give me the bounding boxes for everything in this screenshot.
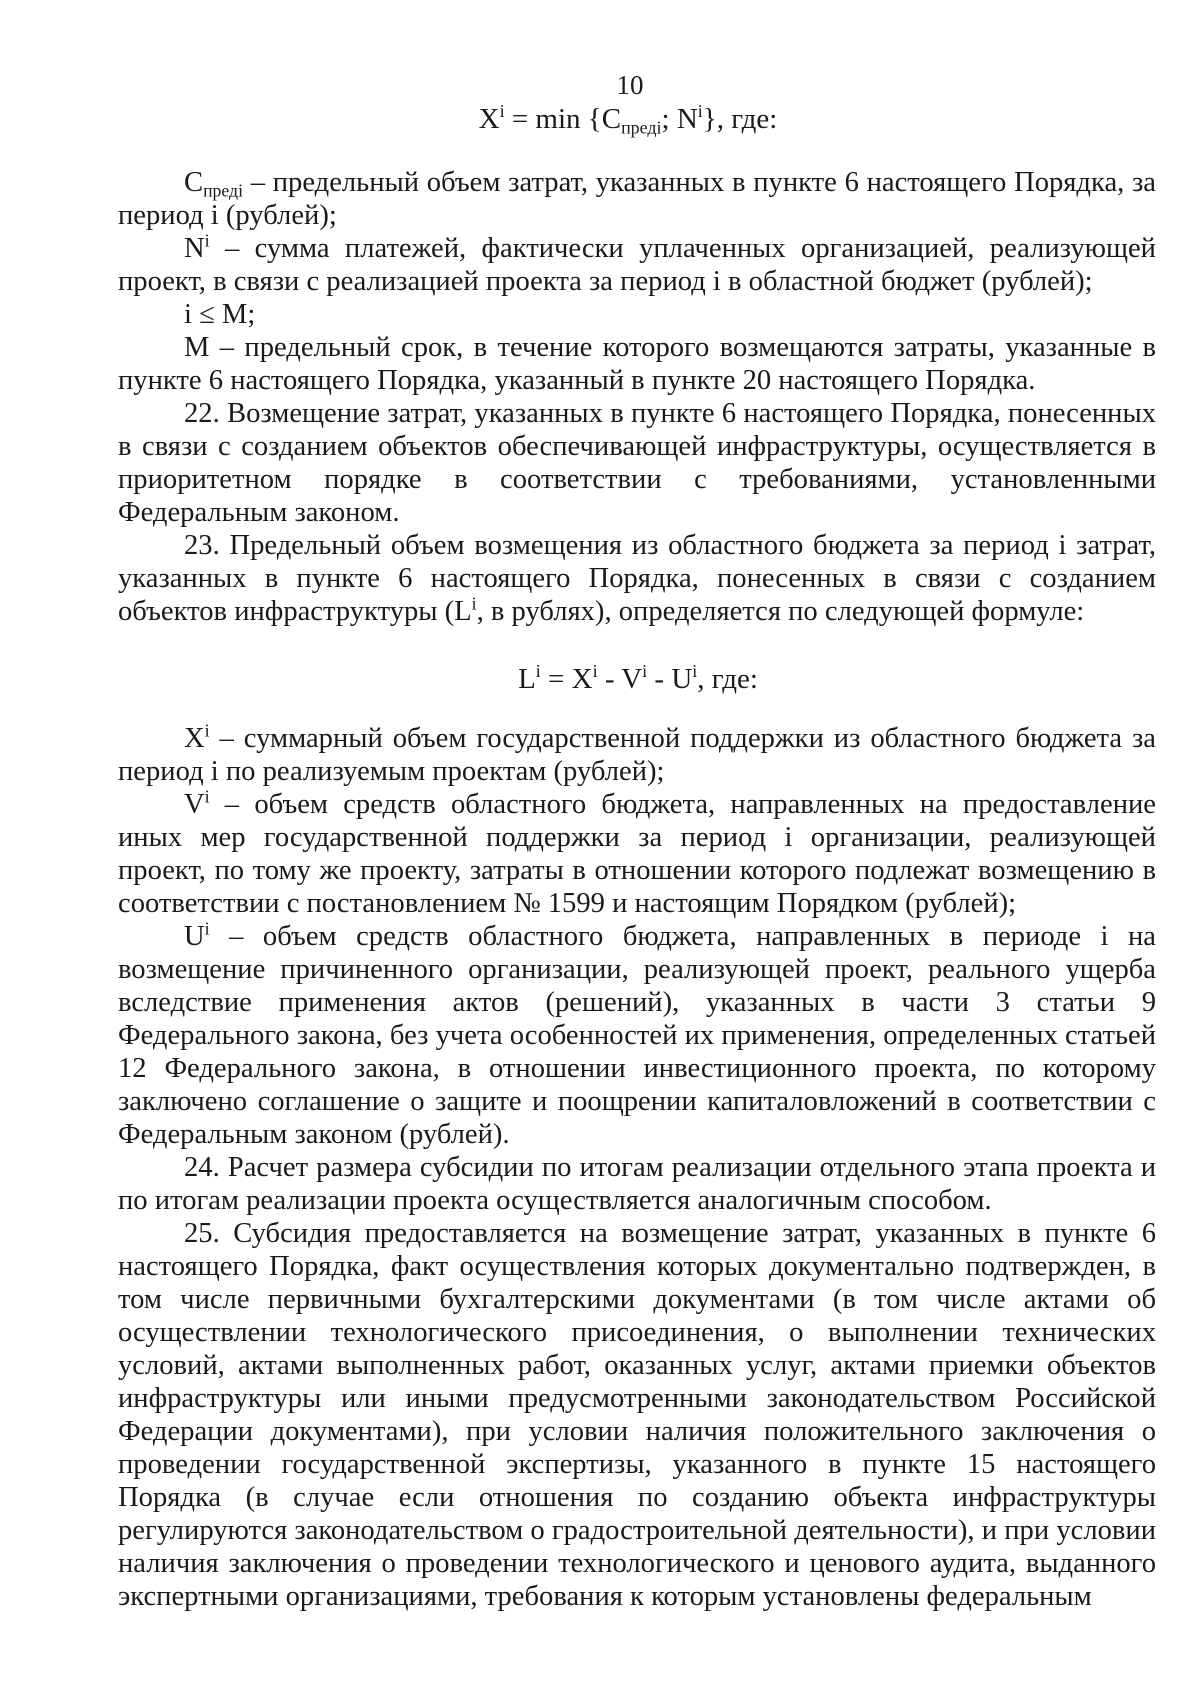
definition-n: $N^i$ – сумма платежей, фактически уплаченных организацией, реализующей проект, в связи с реализацией проекта за период i в областной бюджет (рублей); [118, 230, 1156, 297]
formula-l: $L^i = X^i - V^i - U^i$, где: [518, 661, 758, 695]
text-block-definitions-b [118, 722, 1156, 1613]
definition-c-pred: $С_{предi}$ – предельный объем затрат, указанных в пункте 6 настоящего Порядка, за период i (рублей); [118, 167, 1156, 231]
paragraph-22: 22. Возмещение затрат, указанных в пункте 6 настоящего Порядка, понесенных в связи с созданием объектов обеспечивающей инфраструктуры, осуществляется в приоритетном порядке в соответствии с требованиями, установленными Федеральным законом. [118, 398, 1156, 528]
paragraph-25: 25. Субсидия предоставляется на возмещение затрат, указанных в пункте 6 настоящего Порядка, факт осуществления которых документально подтвержден, в том числе первичными бухгалтерскими документами (в том числе актами об осуществлении технологического присоединения, о выполнении технических условий, актами выполненных работ, оказанных услуг, актами приемки объектов инфраструктуры или иными предусмотренными законодательством Российской Федерации документами), при условии наличия положительного заключения о проведении государственной экспертизы, указанного в пункте 15 настоящего Порядка (в случае если отношения по созданию объекта инфраструктуры регулируются законодательством о градостроительной деятельности), и при условии наличия заключения о проведении технологического и ценового аудита, выданного экспертными организациями, требования к которым установлены федеральным [118, 1218, 1156, 1612]
paragraph-23: 23. Предельный объем возмещения из областного бюджета за период i затрат, указанных в пункте 6 настоящего Порядка, понесенных в связи с созданием объектов инфраструктуры ($L^i$, в рублях), определяется по следующей формуле: [118, 530, 1156, 627]
definition-x: $X^i$ – суммарный объем государственной поддержки из областного бюджета за период i по реализуемым проектам (рублей); [118, 720, 1156, 787]
definition-m: М – предельный срок, в течение которого возмещаются затраты, указанные в пункте 6 настоящего Порядка, указанный в пункте 20 настоящего Порядка. [118, 332, 1156, 396]
formula-x-min: $X^i = \min \{С_{предi}$; $N^i$}, где: [478, 101, 778, 138]
paragraph-24: 24. Расчет размера субсидии по итогам реализации отдельного этапа проекта и по итогам реализации проекта осуществляется аналогичным способом. [118, 1152, 1156, 1216]
condition-i-le-m: i ≤ М; [184, 299, 256, 330]
definition-u: $U^i$ – объем средств областного бюджета, направленных в периоде i на возмещение причиненного организации, реализующей проект, реального ущерба вследствие применения актов (решений), указанных в части 3 статьи 9 Федерального закона, без учета особенностей их применения, определенных статьей 12 Федерального закона, в отношении инвестиционного проекта, по которому заключено соглашение о защите и поощрении капиталовложений в соответствии с Федеральным законом (рублей). [118, 918, 1156, 1150]
text-block-definitions-a [118, 166, 1156, 628]
page-number: 10 [616, 70, 644, 100]
definition-v: $V^i$ – объем средств областного бюджета, направленных на предоставление иных мер государственной поддержки за период i организации, реализующей проект, по тому же проекту, затраты в отношении которого подлежат возмещению в соответствии с постановлением № 1599 и настоящим Порядком (рублей); [118, 786, 1156, 919]
